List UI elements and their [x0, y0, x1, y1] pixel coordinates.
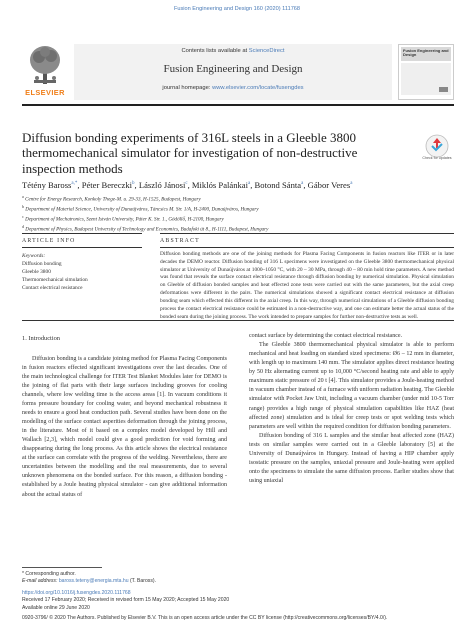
author-affiliation-marker[interactable]: a — [248, 181, 251, 187]
author-name[interactable]: Tétény Baross — [22, 180, 72, 190]
author-affiliation-marker[interactable]: a — [301, 181, 304, 187]
journal-name: Fusion Engineering and Design — [163, 63, 303, 75]
body-paragraph: contact surface by determining the contact electrical resistance. — [249, 333, 403, 339]
email-line — [22, 578, 452, 585]
journal-citation[interactable]: Fusion Engineering and Design 160 (2020) 111768 — [173, 6, 301, 12]
license-note: 0920-3796/ © 2020 The Authors. Published by Elsevier B.V. This is an open access article under the CC BY license (http://creativecommons.org/licenses/BY/4.0/). — [22, 614, 388, 621]
article-info-heading: ARTICLE INFO — [22, 238, 76, 244]
abstract-end-rule — [22, 320, 454, 321]
affiliation-item — [22, 204, 452, 214]
keywords-block — [22, 252, 142, 292]
author-name[interactable]: Miklós Palánkai — [191, 180, 249, 190]
homepage-url-link[interactable]: www.elsevier.com/locate/fusengdes — [212, 85, 304, 91]
affiliation-text: Department of Material Science, University of Dunaújváros, Táncsics M. Str. 1/A, H-2400, Dunaújváros, Hungary — [25, 206, 259, 213]
homepage-line — [74, 85, 392, 91]
masthead-rule — [22, 104, 454, 106]
body-paragraph: The Gleeble 3800 thermomechanical physical simulator is able to perform mechanical and heat loading on standard sized specimens: Ø6 – 12 mm in diameter, with length up to maximum 140 mm. The simulator applies direct resistance heating by 50 Hz alternating current up to 10,000 °C/second heating rate and able to apply maximum static pressure of 20 t [4]. This simulator provides a Joule-heating method in vacuum chamber instead of a furnace with uniform radiation heating. The Gleeble simulator with Pocket Jaw Unit, including a vacuum chamber (under mid 10-5 Torr range) provides a high range of physical simulation capabilities like HAZ (heat affected zone) simulation and is ideal for creep tests or spot welding tests which parameters are well within the required condition for diffusion bonding parameters. — [249, 342, 454, 430]
affiliation-text: Department of Physics, Budapest University of Technology and Economics, Budafoki út 8., H-1111, Budapest, Hungary — [25, 226, 269, 233]
email-label: E-mail address: — [22, 578, 59, 585]
author-name[interactable]: Péter Bereczki — [81, 180, 133, 190]
elsevier-tree-icon — [28, 44, 62, 86]
keywords-label: Keywords: — [22, 253, 46, 259]
affiliation-marker: d — [22, 223, 24, 229]
keyword-item: Contact electrical resistance — [22, 285, 83, 291]
affiliation-item — [22, 194, 452, 204]
article-title: Diffusion bonding experiments of 316L steels in a Gleeble 3800 thermomechanical simulator for investigation of non-destructive inspection methods — [22, 130, 358, 176]
abstract-rule-top — [160, 233, 454, 234]
article-info-rule-top — [22, 233, 142, 234]
body-column-right — [249, 332, 454, 486]
journal-cover-thumbnail[interactable] — [398, 44, 454, 100]
journal-banner — [74, 44, 392, 100]
contents-line — [74, 48, 392, 54]
email-link[interactable]: baross.teteny@energia.mta.hu — [58, 578, 129, 585]
affiliation-text: Department of Mechatronics, Szent István University, Páter K. Str. 1., Gödöllő, H-2100, Hungary — [25, 216, 224, 223]
intro-paragraph: Diffusion bonding is a candidate joining method for Plasma Facing Components in fusion reactors effected significant investigations over the last decades. One of the main technological challenge for ITER Test Blanket Modules later for DEMO is the joining of flat parts with their large surfaces including grooves for cooling channels, where low welding time is the access areas [1]. In vacuum conditions it forms pressure boundary for cooling water, and beyond mechanical robustness it needs to ensure a good heat conduction path. Several studies have been done on the modelling of the surface contact asperities deformation through the joining process, in the literature. Most of it based on a complex model developed by Hill and Wallach [2,3], which model could give a good prediction for void forming and disappearing during the long process. As this article shows the electrical resistance at the surface can correlate with the progress of the welding. Nevertheless, there are uncertainties between the modelling and the real measurements, due to several unknown phenomena on the bonded surface. For this reason, a diffusion bonding - established by a Joule heating physical simulator - can give additional information about the actual status of — [22, 355, 227, 498]
affiliation-marker: c — [22, 213, 24, 219]
cover-publisher-logo — [439, 87, 448, 92]
keyword-item: Thermomechanical simulation — [22, 277, 88, 283]
sciencedirect-link[interactable]: ScienceDirect — [248, 48, 285, 54]
abstract-body: Diffusion bonding methods are one of the joining methods for Plasma Facing Components in fusion reactors like ITER or in later decades the DEMO reactor. Diffusion bonding of 316 L specimens were investigated on the Gleeble 3800 thermomechanical physical simulator at University of Dunaújváros at 1000–1050 °C, with 20 – 30 MPa, through 40 – 80 min hold time parameters. A new method was found that reveals the surface contact electrical resistance through diffusion bonding by numerical simulation. Physical simulation on Gleeble of diffusion bonded samples and heat effected zone tests were carried out with the same parameters, but the axial creep deformations were different in the pairs. The numerical simulations showed a significant contact electrical resistance at diffusion bonding seam which effected this different in the axial creep. In this way, through numerical simulations of a Gleeble diffusion bonding process the contact electrical resistance could be estimated in a non-destructive way, and one can estimate better the actual status of the bonded seam during the joining process. The work intended to prepare samples for further non-destructive tests as well. — [160, 251, 454, 320]
body-paragraph: Diffusion bonding of 316 L samples and the similar heat affected zone (HAZ) tests on similar samples were carried out in a Gleeble laboratory [5] at the University of Dunaújváros in Hungary. Instead of having a HIP chamber apply isostatic pressure on the samples, uniaxial pressure and Joule-heating were applied onto the specimens to simulate the same diffusion process. Earlier studies show that using uniaxial — [249, 432, 454, 484]
footnote-rule — [22, 567, 102, 568]
author-affiliation-marker[interactable]: a,* — [71, 181, 78, 187]
footer-notes — [22, 571, 452, 622]
keyword-item: Gleeble 3800 — [22, 269, 51, 275]
abstract-rule-bottom — [160, 247, 454, 248]
affiliation-item — [22, 214, 452, 224]
affiliation-marker: a — [22, 194, 24, 199]
homepage-prefix: journal homepage: — [162, 85, 213, 91]
keyword-item: Diffusion bonding — [22, 261, 62, 267]
author-name[interactable]: Gábor Veres — [307, 180, 351, 190]
received-dates: Received 17 February 2020; Received in revised form 15 May 2020; Accepted 15 May 2020 — [22, 597, 230, 604]
corresponding-author-note: * Corresponding author. — [22, 571, 76, 577]
body-column-left — [22, 332, 227, 500]
affiliation-marker: b — [22, 203, 24, 209]
section-heading-introduction: 1. Introduction — [22, 335, 60, 342]
article-info-rule-bottom — [22, 247, 142, 248]
cover-title: Fusion Engineering and Design — [401, 47, 451, 61]
affiliation-list — [22, 194, 452, 234]
email-suffix: (T. Baross). — [128, 578, 156, 585]
author-affiliation-marker[interactable]: b — [132, 181, 135, 187]
available-online: Available online 29 June 2020 — [22, 604, 90, 611]
crossmark-icon[interactable] — [425, 134, 449, 158]
author-affiliation-marker[interactable]: a — [350, 181, 353, 187]
elsevier-logo[interactable] — [22, 44, 68, 100]
affiliation-text: Centre for Energy Research, Konkoly Thege-M. u. 29-33, H-1525, Budapest, Hungary — [25, 196, 201, 203]
doi-link[interactable]: https://doi.org/10.1016/j.fusengdes.2020.111768 — [22, 589, 131, 596]
author-name[interactable]: Botond Sánta — [254, 180, 302, 190]
author-list: Tétény Baross$^{a,*}$, Péter Bereczki$^b$, László Jánosi$^c$, Miklós Palánkai$^a$, Botond Sánta$^a$, Gábor Veres$^a$ — [22, 180, 353, 190]
elsevier-wordmark: ELSEVIER — [25, 88, 65, 97]
contents-prefix: Contents lists available at — [181, 48, 249, 54]
cover-body — [401, 63, 451, 95]
author-affiliation-marker[interactable]: c — [185, 181, 188, 187]
author-name[interactable]: László Jánosi — [138, 180, 186, 190]
abstract-heading: ABSTRACT — [160, 238, 200, 244]
crossmark-label: Check for updates — [422, 156, 452, 160]
masthead — [22, 44, 454, 102]
